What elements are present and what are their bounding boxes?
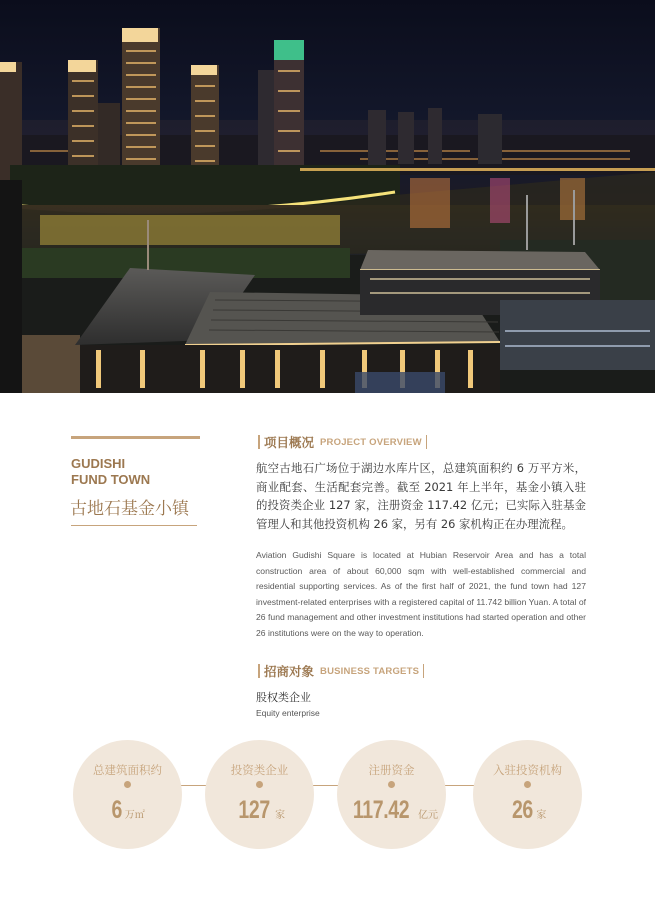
- night-cityscape-illustration: [0, 0, 655, 393]
- title-english-line2: FUND TOWN: [71, 472, 151, 487]
- overview-body-en: Aviation Gudishi Square is located at Hubian Reservoir Area and has a total construction area of about 60,000 sqm with well-established commercial and residential supporting services. As of the first half of 2021, the fund town had 127 investment-related enterprises with a registered capital of 11.742 billion Yuan. A total of 26 fund management and other investment institutions had started operation and other 26 institutions were on the way to operation.: [256, 550, 586, 638]
- title-chinese: 古地石基金小镇: [70, 499, 189, 519]
- hero-night-photo: [0, 0, 655, 393]
- targets-heading-en: BUSINESS TARGETS: [320, 665, 420, 677]
- stat-value-row: [337, 796, 446, 825]
- stat-value: 117.42: [352, 796, 410, 824]
- stat-circle-institutions: [473, 740, 582, 849]
- stat-unit: 万㎡: [124, 810, 145, 821]
- stat-label: 入驻投资机构: [493, 763, 562, 777]
- title-top-rule: [71, 436, 200, 439]
- target-item-en: Equity enterprise: [256, 708, 320, 718]
- stat-label: 投资类企业: [230, 763, 289, 777]
- title-bottom-rule: [71, 525, 197, 526]
- heading-bar-end: [423, 664, 424, 678]
- stat-circle-area: [73, 740, 182, 849]
- stat-label: 总建筑面积约: [93, 763, 162, 777]
- stat-label: 注册资金: [368, 763, 415, 777]
- title-english-line1: GUDISHI: [71, 456, 126, 471]
- heading-bar: [258, 664, 260, 678]
- overview-body-cn: 航空古地石广场位于湖边水库片区，总建筑面积约 6 万平方米，商业配套、生活配套完善。截至 2021 年上半年，基金小镇入驻的投资类企业 127 家，注册资金 117.42 亿元；已实际入驻基金管理人和其他投资机构 26 家，另有 26 家机构正在办理流程。: [256, 461, 586, 531]
- stat-value: 127: [238, 796, 270, 824]
- stat-dot: [124, 781, 131, 788]
- heading-bar: [258, 435, 260, 449]
- overview-heading-cn: 项目概况: [264, 435, 315, 450]
- targets-heading: [258, 663, 424, 679]
- stat-dot: [256, 781, 263, 788]
- stat-circle-capital: [337, 740, 446, 849]
- stat-unit: 家: [536, 810, 547, 821]
- stat-value-row: [473, 796, 582, 825]
- stat-dot: [524, 781, 531, 788]
- stat-unit: 亿元: [418, 810, 439, 821]
- stat-unit: 家: [275, 810, 286, 821]
- overview-heading: [258, 434, 427, 450]
- stat-value: 6: [111, 796, 123, 824]
- title-english: [71, 456, 231, 488]
- stat-circle-enterprises: [205, 740, 314, 849]
- target-item-cn: 股权类企业: [256, 691, 311, 704]
- heading-bar-end: [426, 435, 427, 449]
- stat-value: 26: [511, 796, 533, 824]
- stat-value-row: [73, 796, 182, 825]
- targets-heading-cn: 招商对象: [264, 664, 315, 679]
- stat-dot: [388, 781, 395, 788]
- overview-heading-en: PROJECT OVERVIEW: [320, 436, 422, 448]
- stat-value-row: [205, 796, 314, 825]
